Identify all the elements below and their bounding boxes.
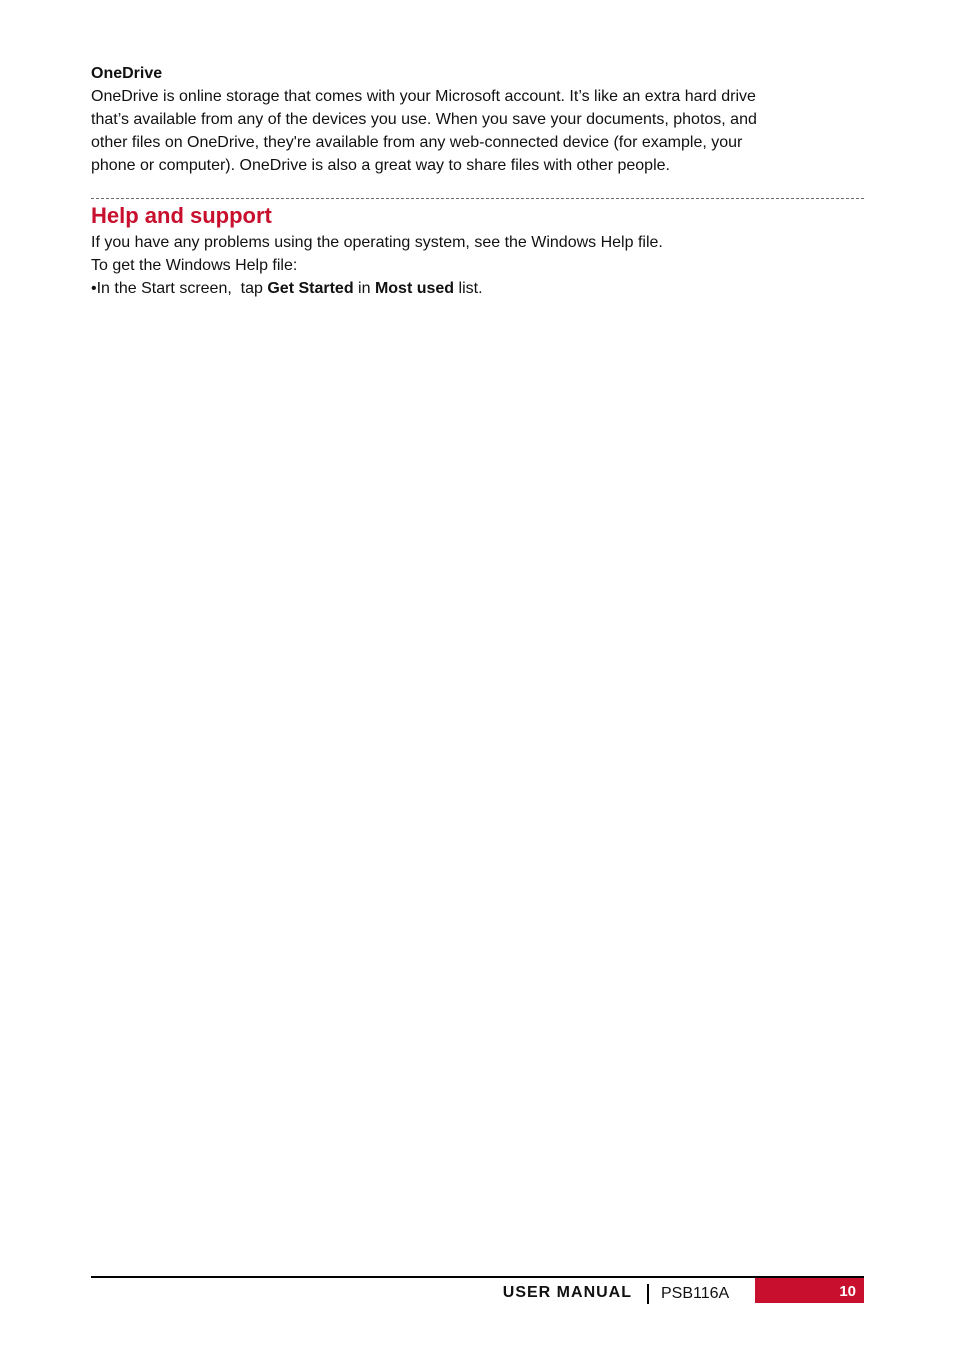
onedrive-line-2: that’s available from any of the devices you use. When you save your documents, photos, and xyxy=(91,111,757,128)
onedrive-line-1: OneDrive is online storage that comes with your Microsoft account. It’s like an extra hard drive xyxy=(91,88,756,105)
footer-title: USER MANUAL xyxy=(502,1284,632,1301)
footer-separator xyxy=(647,1284,649,1304)
onedrive-section xyxy=(91,62,865,177)
page-number-box xyxy=(755,1278,864,1303)
bullet-mid: in xyxy=(353,280,375,297)
help-line-1: If you have any problems using the operating system, see the Windows Help file. xyxy=(91,234,663,251)
page-footer xyxy=(91,1282,864,1304)
section-divider xyxy=(91,198,864,199)
footer-rule xyxy=(91,1276,864,1278)
bullet-suffix: list. xyxy=(454,280,483,297)
bullet-bold-most-used: Most used xyxy=(374,280,455,297)
help-section xyxy=(91,201,865,300)
page-number: 10 xyxy=(839,1283,856,1300)
bullet-bold-get-started: Get Started xyxy=(267,280,354,297)
bullet-prefix: •In the Start screen, tap xyxy=(91,280,268,297)
footer-model: PSB116A xyxy=(661,1285,730,1302)
help-line-2: To get the Windows Help file: xyxy=(91,257,298,274)
help-title: Help and support xyxy=(91,203,272,228)
onedrive-line-4: phone or computer). OneDrive is also a great way to share files with other people. xyxy=(91,157,670,174)
onedrive-line-3: other files on OneDrive, they're available from any web-connected device (for example, your xyxy=(91,134,743,151)
onedrive-heading: OneDrive xyxy=(91,65,163,82)
help-bullet xyxy=(91,277,865,300)
